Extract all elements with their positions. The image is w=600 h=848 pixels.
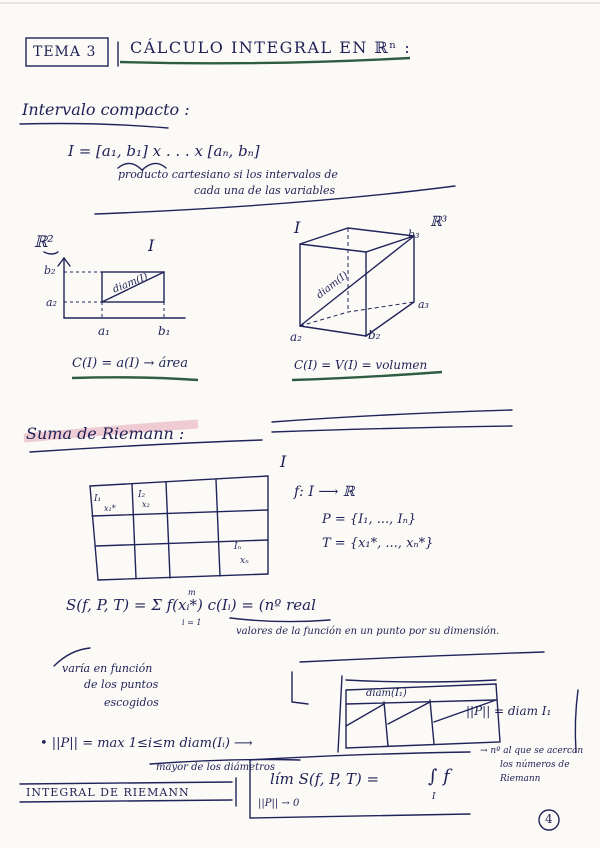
intervalo-note-1: producto cartesiano si los intervalos de bbox=[118, 168, 338, 181]
interval-3d-label: I bbox=[294, 218, 301, 237]
left-note-1: varía en función bbox=[62, 662, 153, 675]
norm-max-formula: • ||P|| = max 1≤i≤m diam(Iᵢ) ⟶ bbox=[40, 736, 253, 751]
integral-note-1: → nº al que se acercan bbox=[480, 746, 584, 756]
area-caption: C(I) = a(I) → área bbox=[72, 356, 188, 371]
label-b2: b₂ bbox=[368, 328, 381, 342]
f-definition: f: I ⟶ ℝ bbox=[294, 484, 355, 500]
tema-label: TEMA 3 bbox=[33, 44, 97, 60]
limit-expression: lím S(f, P, T) = bbox=[270, 770, 380, 788]
cell-I1: I₁ bbox=[94, 494, 102, 504]
tags-def: T = {x₁*, ..., xₙ*} bbox=[322, 536, 434, 551]
sum-note: valores de la función en un punto por su dimensión. bbox=[236, 626, 500, 637]
volume-caption: C(I) = V(I) = volumen bbox=[294, 358, 428, 372]
left-note-3: escogidos bbox=[104, 696, 159, 709]
tick-b2: b₂ bbox=[44, 264, 56, 277]
r2-label: ℝ² bbox=[34, 232, 54, 251]
limit-subscript: ||P|| → 0 bbox=[258, 798, 300, 809]
intervalo-formula: I = [a₁, b₁] x . . . x [aₙ, bₙ] bbox=[68, 142, 260, 160]
cell-xn: xₙ bbox=[240, 556, 249, 566]
page-title: CÁLCULO INTEGRAL EN ℝⁿ : bbox=[130, 38, 412, 57]
grid-label: I bbox=[280, 452, 287, 471]
intervalo-heading: Intervalo compacto : bbox=[22, 100, 190, 119]
sum-upper: m bbox=[188, 588, 196, 597]
sum-lower: i = 1 bbox=[182, 618, 202, 627]
tick-b1: b₁ bbox=[158, 324, 171, 338]
cell-I2: I₂ bbox=[138, 490, 146, 500]
partition-def: P = {I₁, ..., Iₙ} bbox=[322, 512, 417, 527]
integral-result: ∫ f bbox=[428, 766, 450, 787]
label-b3: b₃ bbox=[408, 228, 420, 241]
integral-label: INTEGRAL DE RIEMANN bbox=[26, 786, 190, 799]
intervalo-note-2: cada una de las variables bbox=[194, 184, 336, 197]
integral-domain: I bbox=[432, 792, 436, 802]
riemann-heading: Suma de Riemann : bbox=[26, 424, 185, 443]
diam-3d-label: diam(I) bbox=[314, 269, 351, 302]
norm-note: mayor de los diámetros bbox=[156, 762, 276, 773]
left-note-2: de los puntos bbox=[84, 678, 159, 691]
riemann-sum-formula: S(f, P, T) = Σ f(xᵢ*) c(Iᵢ) = (nº real bbox=[66, 596, 316, 614]
interval-2d-label: I bbox=[148, 236, 155, 255]
cell-x1: x₁* bbox=[104, 504, 116, 513]
cell-x2: x₂ bbox=[142, 500, 150, 509]
tick-a1: a₁ bbox=[98, 324, 110, 338]
label-a3: a₃ bbox=[418, 298, 429, 311]
diam-box-label: diam(I₁) bbox=[366, 688, 407, 699]
cell-In: Iₙ bbox=[234, 542, 242, 552]
r3-label: ℝ³ bbox=[430, 214, 448, 230]
page-number: 4 bbox=[545, 812, 553, 826]
integral-note-2: los números de bbox=[500, 760, 570, 770]
label-a2: a₂ bbox=[290, 330, 302, 344]
diam-2d-label: diam(I) bbox=[111, 271, 150, 296]
tick-a2: a₂ bbox=[46, 296, 57, 309]
integral-note-3: Riemann bbox=[500, 774, 541, 784]
norm-equation: ||P|| = diam I₁ bbox=[466, 704, 552, 718]
